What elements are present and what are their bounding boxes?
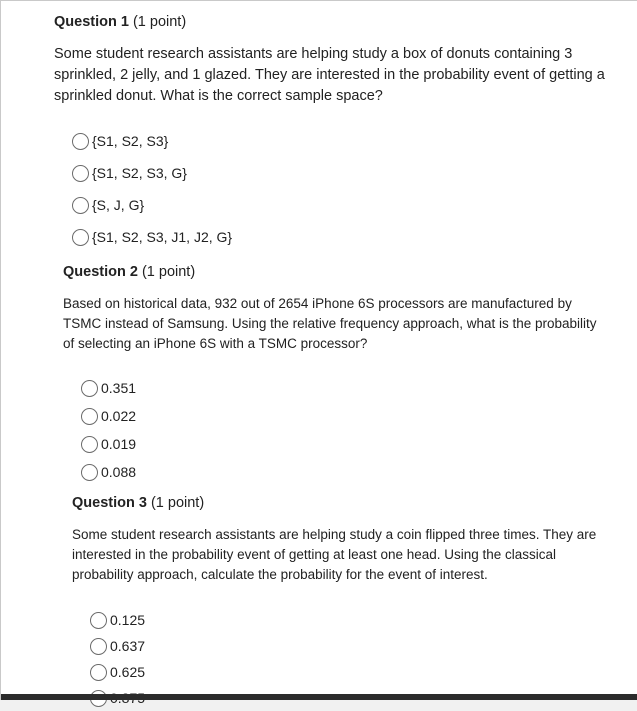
question-1 [54,13,614,253]
option-label: {S1, S2, S3} [92,133,169,149]
question-1-text: Some student research assistants are helping study a box of donuts containing 3 sprinkled, 2 jelly, and 1 glazed. They are interested in the probability event of getting a sprinkled donut. What is the correct sample space? [54,46,605,104]
radio-button[interactable] [81,464,98,481]
radio-button[interactable] [72,165,89,182]
question-2-options [81,374,608,486]
question-1-option-3[interactable] [72,189,614,221]
question-2-title: Question 2 (1 point) [63,264,196,280]
bottom-edge [1,694,637,700]
option-label: 0.125 [110,612,146,628]
radio-button[interactable] [90,612,107,629]
radio-button[interactable] [72,229,89,246]
question-2-text: Based on historical data, 932 out of 2654 iPhone 6S processors are manufactured by TSMC instead of Samsung. Using the relative frequency approach, what is the probability of selecting an iPhone 6S with a TSMC processor? [63,296,597,351]
option-label: {S1, S2, S3, J1, J2, G} [92,229,233,245]
question-1-option-2[interactable] [72,157,614,189]
option-label: 0.088 [101,464,137,480]
question-3-title: Question 3 (1 point) [72,495,205,511]
radio-button[interactable] [81,408,98,425]
question-1-options [72,125,614,253]
radio-button[interactable] [72,197,89,214]
radio-button[interactable] [90,664,107,681]
option-label: 0.351 [101,380,137,396]
question-2 [63,263,608,486]
option-label: 0.022 [101,408,137,424]
option-label: 0.019 [101,436,137,452]
question-1-title: Question 1 (1 point) [54,14,187,30]
radio-button[interactable] [81,436,98,453]
question-3-option-2[interactable] [90,633,602,659]
option-label: {S1, S2, S3, G} [92,165,187,181]
option-label: {S, J, G} [92,197,145,213]
option-label: 0.625 [110,664,146,680]
question-2-option-2[interactable] [81,402,608,430]
question-1-option-4[interactable] [72,221,614,253]
question-3-option-1[interactable] [90,607,602,633]
radio-button[interactable] [81,380,98,397]
question-3 [72,494,602,711]
question-2-option-1[interactable] [81,374,608,402]
radio-button[interactable] [72,133,89,150]
question-3-option-3[interactable] [90,659,602,685]
question-2-option-3[interactable] [81,430,608,458]
radio-button[interactable] [90,638,107,655]
question-1-option-1[interactable] [72,125,614,157]
option-label: 0.637 [110,638,146,654]
question-3-text: Some student research assistants are helping study a coin flipped three times. They are interested in the probability event of getting at least one head. Using the classical probability approach, calculate the probability for the event of interest. [72,527,597,582]
question-2-option-4[interactable] [81,458,608,486]
